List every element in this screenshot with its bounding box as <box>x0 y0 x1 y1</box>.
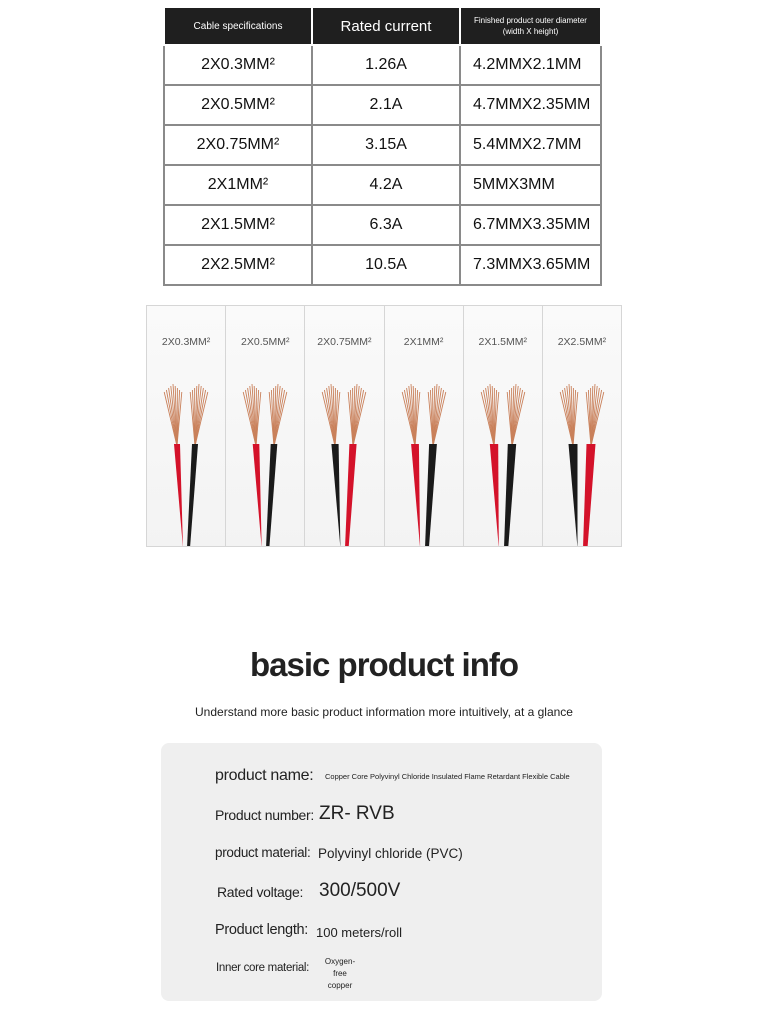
cable-photo-label: 2X1MM² <box>403 336 444 348</box>
spec-cell: 2X1MM² <box>164 165 312 205</box>
wire <box>583 384 604 546</box>
current-cell: 3.15A <box>312 125 460 165</box>
current-cell: 1.26A <box>312 45 460 85</box>
cable-illustration <box>305 376 384 546</box>
cable-illustration <box>464 376 543 546</box>
spec-cell: 2X2.5MM² <box>164 245 312 285</box>
info-row-number <box>215 803 395 824</box>
cable-illustration <box>147 376 226 546</box>
info-value: Oxygen-free copper <box>324 957 356 990</box>
table-row <box>164 125 601 165</box>
cable-photo <box>226 306 305 546</box>
header-rated-current: Rated current <box>312 7 460 45</box>
header-cable-spec: Cable specifications <box>164 7 312 45</box>
wire <box>164 384 183 546</box>
cable-spec-table <box>163 6 602 286</box>
spec-cell: 2X0.3MM² <box>164 45 312 85</box>
wire <box>481 384 499 546</box>
section-title: basic product info <box>249 646 518 683</box>
cable-photo-strip <box>146 305 622 547</box>
diameter-cell: 4.7MMX2.35MM <box>460 85 601 125</box>
info-label: Product number: <box>215 807 314 823</box>
diameter-cell: 5MMX3MM <box>460 165 601 205</box>
table-row <box>164 45 601 85</box>
cable-photo-label: 2X1.5MM² <box>478 336 527 348</box>
table-row <box>164 165 601 205</box>
wire <box>187 384 208 546</box>
cable-photo <box>385 306 464 546</box>
section-subtitle: Understand more basic product information more intuitively, at a glance <box>195 705 573 719</box>
cable-illustration <box>385 376 464 546</box>
info-row-length <box>215 922 402 940</box>
info-row-material <box>215 845 463 861</box>
cable-photo <box>147 306 226 546</box>
spec-cell: 2X0.75MM² <box>164 125 312 165</box>
info-label: product material: <box>215 845 311 860</box>
cable-photo-label: 2X0.75MM² <box>317 336 372 348</box>
cable-illustration <box>226 376 305 546</box>
wire <box>323 384 341 546</box>
diameter-cell: 6.7MMX3.35MM <box>460 205 601 245</box>
product-info-card <box>161 743 602 1001</box>
wire <box>402 384 420 546</box>
wire <box>243 384 262 546</box>
wire <box>345 384 366 546</box>
current-cell: 6.3A <box>312 205 460 245</box>
info-row-name <box>215 767 570 785</box>
cable-photo-label: 2X0.5MM² <box>241 336 290 348</box>
header-outer-diameter: Finished product outer diameter (width X height) <box>460 7 601 45</box>
info-value: Polyvinyl chloride (PVC) <box>318 846 463 861</box>
current-cell: 2.1A <box>312 85 460 125</box>
cable-photo <box>464 306 543 546</box>
spec-cell: 2X0.5MM² <box>164 85 312 125</box>
wire <box>504 384 525 546</box>
current-cell: 10.5A <box>312 245 460 285</box>
info-label: Inner core material: <box>216 962 310 974</box>
info-row-core <box>215 957 356 990</box>
info-value: ZR- RVB <box>319 803 395 824</box>
wire <box>560 384 578 546</box>
cable-photo <box>305 306 384 546</box>
info-value: Copper Core Polyvinyl Chloride Insulated Flame Retardant Flexible Cable <box>325 772 570 781</box>
table-header-row <box>164 7 601 45</box>
info-value: 100 meters/roll <box>316 925 402 940</box>
wire <box>266 384 287 546</box>
table-row <box>164 205 601 245</box>
table-row <box>164 85 601 125</box>
diameter-cell: 4.2MMX2.1MM <box>460 45 601 85</box>
info-label: product name: <box>215 767 314 784</box>
diameter-cell: 5.4MMX2.7MM <box>460 125 601 165</box>
cable-photo-label: 2X2.5MM² <box>557 336 607 348</box>
info-label: Rated voltage: <box>217 884 304 900</box>
wire <box>425 384 446 546</box>
cable-photo <box>543 306 621 546</box>
cable-photo-label: 2X0.3MM² <box>161 336 211 348</box>
info-row-voltage <box>215 880 401 901</box>
current-cell: 4.2A <box>312 165 460 205</box>
info-value: 300/500V <box>319 880 401 901</box>
spec-cell: 2X1.5MM² <box>164 205 312 245</box>
info-label: Product length: <box>215 922 309 938</box>
cable-illustration <box>543 376 621 546</box>
diameter-cell: 7.3MMX3.65MM <box>460 245 601 285</box>
table-row <box>164 245 601 285</box>
